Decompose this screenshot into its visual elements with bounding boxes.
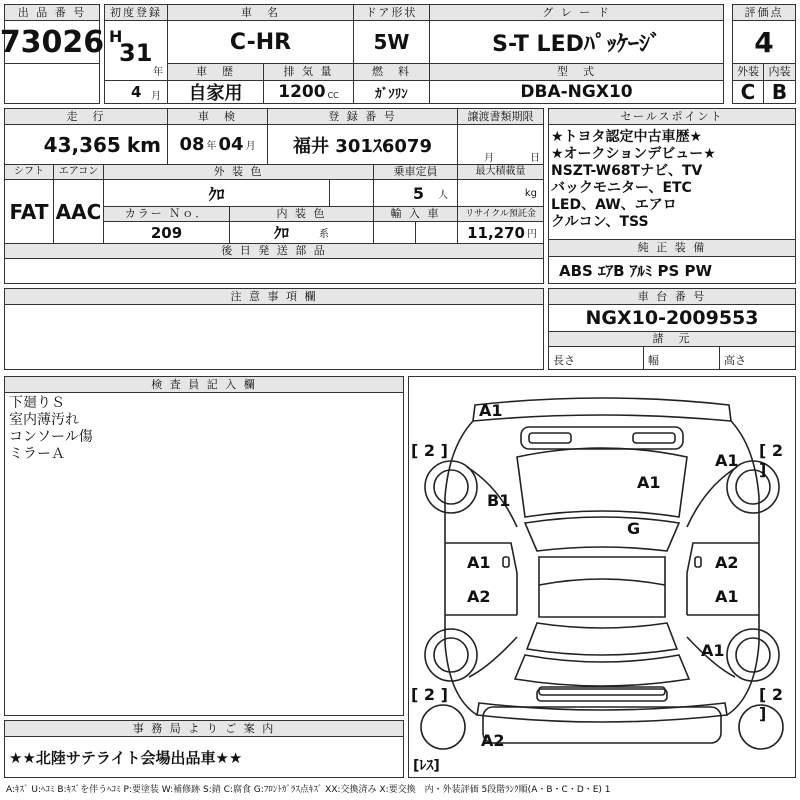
lot-number: 73026 (4, 21, 100, 64)
inspection-month-unit: 月 (245, 141, 256, 152)
capacity-value: 5 (412, 183, 425, 203)
tire-rear-right: [ 2 ] (759, 685, 784, 723)
dimensions-label: 諸 元 (548, 332, 796, 347)
door-type: 5W (354, 21, 430, 64)
height: 高さ (720, 347, 796, 370)
right-front-fender-code: A1 (715, 451, 739, 470)
model-code: DBA-NGX10 (430, 81, 724, 104)
int-label: 内装 (764, 64, 796, 81)
later-parts (4, 259, 544, 284)
mileage-block (4, 108, 544, 284)
inspection (168, 125, 268, 165)
int-color-value: ｸﾛ (273, 224, 289, 242)
era: H (109, 27, 123, 46)
inspector-label: 検 査 員 記 入 欄 (4, 376, 404, 393)
sales-point-line: ★トヨタ認定中古車歴★ (551, 129, 703, 145)
inspection-month: 04 (218, 134, 244, 155)
color-no-label: カラー Ｎｏ． (104, 207, 230, 222)
transfer-day-unit: 日 (530, 153, 540, 164)
aircon-label: エアコン (54, 165, 104, 180)
recycle-unit: 円 (527, 229, 537, 240)
glass-code: G (627, 519, 641, 538)
grade: S-T LEDﾊﾟｯｹｰｼﾞ (430, 21, 724, 64)
chassis-block (548, 288, 796, 370)
sales-point-line: LED、AW、エアロ (551, 197, 677, 213)
sales-point-line: NSZT-W68Tナビ、TV (551, 163, 703, 179)
capacity-unit: 人 (438, 189, 449, 201)
inspection-year: 08 (179, 134, 205, 155)
length: 長さ (548, 347, 644, 370)
displacement-unit: CC (327, 90, 339, 100)
shift: FAT (4, 180, 54, 244)
chassis-label: 車 台 番 号 (548, 288, 796, 305)
int-color-label: 内 装 色 (230, 207, 374, 222)
displacement-label: 排 気 量 (264, 64, 354, 81)
car-diagram (408, 376, 796, 778)
recycle (458, 222, 544, 244)
sales-points-block (548, 108, 796, 284)
max-load (458, 180, 544, 207)
mileage-unit: km (126, 132, 161, 157)
int-color (230, 222, 374, 244)
lot-blank (4, 64, 100, 104)
right-front-door-code: A2 (715, 553, 739, 572)
chassis-number: NGX10-2009553 (548, 305, 796, 332)
office-block (4, 720, 404, 778)
ext-color: ｸﾛ (104, 180, 330, 207)
equipment: ABS ｴｱB ｱﾙﾐ PS PW (548, 257, 796, 284)
left-front-fender-code: B1 (487, 491, 511, 510)
recycle-label: リサイクル預託金 (458, 207, 544, 222)
ext-color-extra (330, 180, 374, 207)
import-label: 輸 入 車 (374, 207, 458, 222)
notes-block (4, 288, 544, 370)
notes (4, 305, 544, 370)
model-code-label: 型 式 (430, 64, 724, 81)
import-a (374, 222, 416, 244)
mileage-value: 43,365 (43, 132, 121, 157)
office-label: 事 務 局 よ り ご 案 内 (4, 720, 404, 737)
shift-label: シフト (4, 165, 54, 180)
max-load-label: 最大積載量 (458, 165, 544, 180)
left-rear-door-code: A2 (467, 587, 491, 606)
recycle-value: 11,270 (467, 223, 525, 242)
header-block (0, 4, 796, 104)
lot-label: 出 品 番 号 (4, 4, 100, 21)
first-reg-month (104, 81, 168, 104)
inspector-line: ミラーＡ (9, 446, 65, 462)
sales-points-label: セールスポイント (548, 108, 796, 125)
spare-tire-status: [ﾚｽ] (413, 758, 440, 774)
right-rear-fender-code: A1 (701, 641, 725, 660)
right-rear-door-code: A1 (715, 587, 739, 606)
car-outline-drawing (409, 377, 795, 777)
rear-bumper-code: A2 (481, 731, 505, 750)
ext-label: 外装 (732, 64, 764, 81)
car-name-label: 車 名 (168, 4, 354, 21)
grade-label: グ レ ー ド (430, 4, 724, 21)
inspection-year-unit: 年 (206, 141, 217, 152)
equipment-label: 純 正 装 備 (548, 240, 796, 257)
fuel: ｶﾞｿﾘﾝ (354, 81, 430, 104)
history-label: 車 歴 (168, 64, 264, 81)
aircon: AAC (54, 180, 104, 244)
month: 4 (131, 83, 142, 101)
ext-color-label: 外 装 色 (104, 165, 374, 180)
inspector-block (4, 376, 404, 716)
displacement (264, 81, 354, 104)
first-reg-label: 初度登録 (104, 4, 168, 21)
transfer-month-unit: 月 (484, 153, 494, 164)
history: 自家用 (168, 81, 264, 104)
transfer-deadline (458, 125, 544, 165)
color-no: 209 (104, 222, 230, 244)
later-parts-label: 後 日 発 送 部 品 (4, 244, 544, 259)
sales-point-line: ★オークションデビュー★ (551, 146, 716, 162)
front-bumper-code: A1 (479, 401, 503, 420)
capacity (374, 180, 458, 207)
mileage-label: 走 行 (4, 108, 168, 125)
width: 幅 (644, 347, 720, 370)
capacity-label: 乗車定員 (374, 165, 458, 180)
legend: A:ｷｽﾞ U:ﾍｺﾐ B:ｷｽﾞを伴うﾍｺﾐ P:要塗装 W:補修跡 S:錆 C:腐食 G:ﾌﾛﾝﾄｶﾞﾗｽ点ｷｽﾞ XX:交換済み X:要交換 内・外装評価 5段階ﾗﾝｸ順(A・B・C・D・E) 1 (6, 785, 611, 795)
score: 4 (732, 21, 796, 64)
mileage (4, 125, 168, 165)
tire-front-right: [ 2 ] (759, 441, 784, 479)
inspector-line: 室内薄汚れ (9, 412, 79, 428)
year: 31 (119, 39, 153, 67)
office-message: ★★北陸サテライト会場出品車★★ (4, 737, 404, 778)
notes-label: 注 意 事 項 欄 (4, 288, 544, 305)
sales-point-line: クルコン、TSS (551, 214, 649, 230)
plate: 福井 301ｽ6079 (268, 125, 458, 165)
car-name: C-HR (168, 21, 354, 64)
displacement-value: 1200 (278, 82, 326, 102)
inspector-notes (4, 393, 404, 716)
inspector-line: 下廻りＳ (9, 395, 65, 411)
fuel-label: 燃 料 (354, 64, 430, 81)
month-unit: 月 (151, 91, 161, 102)
tire-front-left: [ 2 ] (411, 441, 448, 460)
import-b (416, 222, 458, 244)
score-label: 評価点 (732, 4, 796, 21)
first-reg-year (104, 21, 168, 81)
left-front-door-code: A1 (467, 553, 491, 572)
year-unit: 年 (153, 67, 163, 78)
ext-score: C (732, 81, 764, 104)
tire-rear-left: [ 2 ] (411, 685, 448, 704)
door-label: ドア形状 (354, 4, 430, 21)
int-color-unit: 系 (319, 229, 329, 240)
sales-points-list (548, 125, 796, 240)
transfer-label: 譲渡書類期限 (458, 108, 544, 125)
hood-code: A1 (637, 473, 661, 492)
inspector-line: コンソール傷 (9, 429, 93, 445)
inspection-label: 車 検 (168, 108, 268, 125)
plate-label: 登 録 番 号 (268, 108, 458, 125)
max-load-unit: kg (524, 187, 537, 199)
int-score: B (764, 81, 796, 104)
sales-point-line: バックモニター、ETC (551, 180, 692, 196)
